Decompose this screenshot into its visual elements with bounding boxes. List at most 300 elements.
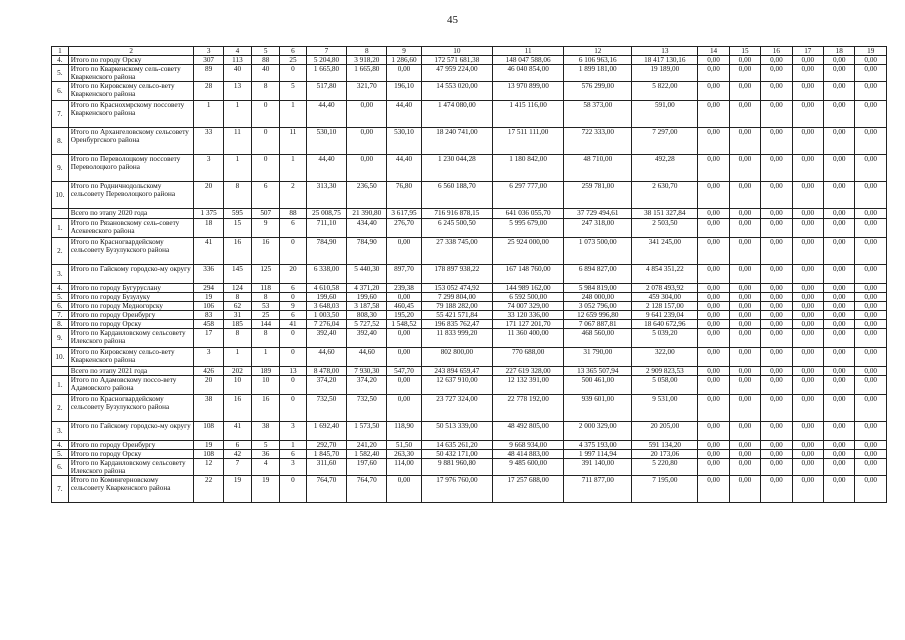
value-cell: 1 003,50 (306, 311, 347, 320)
value-cell: 0,00 (792, 56, 823, 65)
value-cell: 732,50 (347, 395, 387, 422)
value-cell: 1 665,80 (306, 65, 347, 82)
value-cell: 0,00 (792, 348, 823, 367)
value-cell: 0,00 (792, 320, 823, 329)
value-cell: 0,00 (698, 450, 729, 459)
value-cell: 18 640 672,96 (632, 320, 698, 329)
value-cell: 172 571 681,38 (421, 56, 492, 65)
row-name-cell: Итого по городу Бугуруслану (68, 284, 194, 293)
row-name-cell: Итого по Красногвардейскому сельсовету Бузулукского района (68, 238, 194, 265)
value-cell: 5 822,00 (632, 82, 698, 101)
value-cell: 12 659 996,80 (564, 311, 632, 320)
column-number-12: 12 (564, 47, 632, 56)
value-cell: 227 619 328,00 (493, 367, 564, 376)
value-cell: 19 (194, 441, 223, 450)
value-cell: 259 781,00 (564, 182, 632, 209)
row-name-cell: Итого по Красногвардейскому сельсовету Бузулукского района (68, 395, 194, 422)
row-index-cell (52, 367, 69, 376)
value-cell: 1 845,70 (306, 450, 347, 459)
value-cell: 17 257 688,00 (493, 476, 564, 503)
value-cell: 459 304,00 (632, 293, 698, 302)
value-cell: 0,00 (761, 422, 792, 441)
value-cell: 118,90 (387, 422, 422, 441)
value-cell: 0,00 (761, 311, 792, 320)
value-cell: 6 (280, 450, 306, 459)
value-cell: 18 240 741,00 (421, 128, 492, 155)
value-cell: 41 (280, 320, 306, 329)
value-cell: 108 (194, 450, 223, 459)
value-cell: 576 299,00 (564, 82, 632, 101)
column-number-15: 15 (729, 47, 760, 56)
value-cell: 40 (223, 65, 251, 82)
value-cell: 6 297 777,00 (493, 182, 564, 209)
row-name-cell: Итого по Краснохмрскому поссовету Кваркенского района (68, 101, 194, 128)
value-cell: 3 (280, 422, 306, 441)
value-cell: 0,00 (347, 128, 387, 155)
value-cell: 46 040 854,00 (493, 65, 564, 82)
value-cell: 23 727 324,00 (421, 395, 492, 422)
row-index-cell: 9. (52, 329, 69, 348)
table-row (52, 65, 887, 82)
value-cell: 44,40 (387, 155, 422, 182)
value-cell: 392,40 (347, 329, 387, 348)
value-cell: 51,50 (387, 441, 422, 450)
value-cell: 114,00 (387, 459, 422, 476)
value-cell: 7 297,00 (632, 128, 698, 155)
row-name-cell: Итого по Кировскому сельсо-вету Кваркенского района (68, 348, 194, 367)
value-cell: 0,00 (824, 367, 855, 376)
value-cell: 8 (223, 293, 251, 302)
value-cell: 591 134,20 (632, 441, 698, 450)
table-row (52, 155, 887, 182)
value-cell: 40 (252, 65, 280, 82)
value-cell: 5 (280, 82, 306, 101)
value-cell: 0,00 (729, 293, 760, 302)
value-cell: 0,00 (761, 82, 792, 101)
value-cell: 0,00 (855, 101, 887, 128)
value-cell: 0,00 (761, 320, 792, 329)
value-cell: 108 (194, 422, 223, 441)
value-cell: 5 440,30 (347, 265, 387, 284)
value-cell: 0,00 (855, 329, 887, 348)
table-row (52, 82, 887, 101)
row-index-cell: 4. (52, 441, 69, 450)
row-index-cell: 5. (52, 65, 69, 82)
page-number: 45 (447, 14, 458, 26)
value-cell: 16 (223, 238, 251, 265)
value-cell: 0,00 (729, 329, 760, 348)
value-cell: 0,00 (698, 376, 729, 395)
value-cell: 6 894 827,00 (564, 265, 632, 284)
value-cell: 11 (280, 128, 306, 155)
row-index-cell: 5. (52, 293, 69, 302)
value-cell: 0,00 (855, 238, 887, 265)
value-cell: 31 790,00 (564, 348, 632, 367)
value-cell: 276,70 (387, 219, 422, 238)
value-cell: 341 245,00 (632, 238, 698, 265)
value-cell: 0,00 (761, 293, 792, 302)
value-cell: 55 421 571,84 (421, 311, 492, 320)
value-cell: 0,00 (729, 422, 760, 441)
row-index-cell: 5. (52, 450, 69, 459)
value-cell: 13 (223, 82, 251, 101)
value-cell: 16 (223, 395, 251, 422)
value-cell: 9 641 239,04 (632, 311, 698, 320)
value-cell: 41 (223, 422, 251, 441)
value-cell: 178 897 938,22 (421, 265, 492, 284)
column-number-7: 7 (306, 47, 347, 56)
value-cell: 1 230 044,28 (421, 155, 492, 182)
value-cell: 0,00 (387, 329, 422, 348)
value-cell: 22 (194, 476, 223, 503)
row-name-cell: Итого по городу Оренбургу (68, 441, 194, 450)
value-cell: 0,00 (729, 238, 760, 265)
value-cell: 36 (252, 450, 280, 459)
value-cell: 0 (280, 238, 306, 265)
value-cell: 0,00 (729, 182, 760, 209)
value-cell: 0,00 (729, 219, 760, 238)
value-cell: 1 (223, 101, 251, 128)
value-cell: 7 276,04 (306, 320, 347, 329)
value-cell: 6 560 188,70 (421, 182, 492, 209)
value-cell: 20 173,06 (632, 450, 698, 459)
value-cell: 507 (252, 209, 280, 219)
value-cell: 0,00 (761, 459, 792, 476)
value-cell: 722 333,00 (564, 128, 632, 155)
value-cell: 33 120 336,00 (493, 311, 564, 320)
value-cell: 0,00 (792, 441, 823, 450)
value-cell: 1 573,50 (347, 422, 387, 441)
row-index-cell: 6. (52, 82, 69, 101)
value-cell: 458 (194, 320, 223, 329)
value-cell: 10 (252, 376, 280, 395)
value-cell: 0,00 (729, 311, 760, 320)
value-cell: 0,00 (729, 302, 760, 311)
value-cell: 307 (194, 56, 223, 65)
value-cell: 0,00 (824, 155, 855, 182)
value-cell: 37 729 494,61 (564, 209, 632, 219)
value-cell: 0,00 (729, 376, 760, 395)
value-cell: 44,40 (306, 155, 347, 182)
value-cell: 0,00 (855, 65, 887, 82)
value-cell: 25 008,75 (306, 209, 347, 219)
row-name-cell: Всего по этапу 2020 года (68, 209, 194, 219)
value-cell: 808,30 (347, 311, 387, 320)
value-cell: 591,00 (632, 101, 698, 128)
value-cell: 2 128 157,00 (632, 302, 698, 311)
table-row (52, 367, 887, 376)
value-cell: 196 835 762,47 (421, 320, 492, 329)
value-cell: 20 (194, 182, 223, 209)
row-index-cell: 1. (52, 219, 69, 238)
value-cell: 294 (194, 284, 223, 293)
value-cell: 336 (194, 265, 223, 284)
value-cell: 732,50 (306, 395, 347, 422)
row-name-cell: Итого по городу Орску (68, 320, 194, 329)
value-cell: 19 189,00 (632, 65, 698, 82)
value-cell: 897,70 (387, 265, 422, 284)
value-cell: 0,00 (698, 293, 729, 302)
value-cell: 0,00 (824, 82, 855, 101)
value-cell: 8 (223, 182, 251, 209)
value-cell: 0,00 (855, 311, 887, 320)
column-number-6: 6 (280, 47, 306, 56)
value-cell: 0,00 (729, 209, 760, 219)
value-cell: 144 (252, 320, 280, 329)
value-cell: 0,00 (792, 182, 823, 209)
value-cell: 0,00 (761, 348, 792, 367)
value-cell: 8 (252, 329, 280, 348)
row-name-cell: Итого по Кировскому сельсо-вету Кваркенского района (68, 82, 194, 101)
value-cell: 0,00 (855, 450, 887, 459)
value-cell: 939 601,00 (564, 395, 632, 422)
value-cell: 11 360 400,00 (493, 329, 564, 348)
value-cell: 2 (280, 182, 306, 209)
value-cell: 0,00 (761, 101, 792, 128)
value-cell: 31 (223, 311, 251, 320)
value-cell: 197,60 (347, 459, 387, 476)
value-cell: 15 (223, 219, 251, 238)
value-cell: 0,00 (824, 56, 855, 65)
value-cell: 89 (194, 65, 223, 82)
value-cell: 0,00 (698, 459, 729, 476)
value-cell: 14 553 020,00 (421, 82, 492, 101)
row-index-cell: 7. (52, 476, 69, 503)
value-cell: 1 180 842,00 (493, 155, 564, 182)
value-cell: 12 132 391,00 (493, 376, 564, 395)
value-cell: 27 338 745,00 (421, 238, 492, 265)
value-cell: 118 (252, 284, 280, 293)
value-cell: 106 (194, 302, 223, 311)
value-cell: 0,00 (824, 209, 855, 219)
value-cell: 0,00 (698, 284, 729, 293)
row-index-cell: 6. (52, 459, 69, 476)
value-cell: 79 188 282,00 (421, 302, 492, 311)
value-cell: 1 073 500,00 (564, 238, 632, 265)
data-table (51, 46, 887, 503)
value-cell: 392,40 (306, 329, 347, 348)
value-cell: 0,00 (761, 265, 792, 284)
value-cell: 716 916 878,15 (421, 209, 492, 219)
table-body (52, 47, 887, 503)
value-cell: 5 727,52 (347, 320, 387, 329)
value-cell: 0,00 (387, 348, 422, 367)
column-number-18: 18 (824, 47, 855, 56)
column-number-8: 8 (347, 47, 387, 56)
value-cell: 0,00 (698, 476, 729, 503)
value-cell: 3 648,03 (306, 302, 347, 311)
value-cell: 0,00 (792, 238, 823, 265)
value-cell: 0,00 (792, 65, 823, 82)
value-cell: 0,00 (855, 376, 887, 395)
value-cell: 247 318,00 (564, 219, 632, 238)
value-cell: 0,00 (855, 182, 887, 209)
value-cell: 426 (194, 367, 223, 376)
value-cell: 9 668 934,00 (493, 441, 564, 450)
value-cell: 12 637 910,00 (421, 376, 492, 395)
value-cell: 4 375 193,00 (564, 441, 632, 450)
value-cell: 0,00 (824, 329, 855, 348)
table-row (52, 219, 887, 238)
value-cell: 9 485 600,00 (493, 459, 564, 476)
table-row (52, 348, 887, 367)
value-cell: 0,00 (855, 422, 887, 441)
column-number-11: 11 (493, 47, 564, 56)
value-cell: 9 531,00 (632, 395, 698, 422)
value-cell: 0 (252, 128, 280, 155)
value-cell: 391 140,00 (564, 459, 632, 476)
value-cell: 5 995 679,00 (493, 219, 564, 238)
table-row (52, 476, 887, 503)
row-name-cell: Итого по Родничнодольскому сельсовету Переволоцкого района (68, 182, 194, 209)
value-cell: 62 (223, 302, 251, 311)
value-cell: 0,00 (792, 302, 823, 311)
value-cell: 0,00 (698, 302, 729, 311)
value-cell: 0 (252, 101, 280, 128)
value-cell: 88 (280, 209, 306, 219)
value-cell: 770 688,00 (493, 348, 564, 367)
value-cell: 0,00 (698, 219, 729, 238)
table-row (52, 422, 887, 441)
value-cell: 76,80 (387, 182, 422, 209)
value-cell: 374,20 (306, 376, 347, 395)
value-cell: 0,00 (855, 293, 887, 302)
value-cell: 6 338,00 (306, 265, 347, 284)
table-row (52, 459, 887, 476)
value-cell: 4 854 351,22 (632, 265, 698, 284)
value-cell: 0,00 (761, 367, 792, 376)
data-table-container (51, 46, 887, 503)
value-cell: 50 432 171,00 (421, 450, 492, 459)
value-cell: 0,00 (761, 329, 792, 348)
row-name-cell: Итого по Архангеловскому сельсовету Оренбургского района (68, 128, 194, 155)
value-cell: 0 (280, 348, 306, 367)
value-cell: 4 (252, 459, 280, 476)
row-index-cell: 8. (52, 320, 69, 329)
value-cell: 74 007 329,00 (493, 302, 564, 311)
value-cell: 42 (223, 450, 251, 459)
row-index-cell: 2. (52, 395, 69, 422)
value-cell: 0,00 (698, 348, 729, 367)
table-row (52, 320, 887, 329)
table-row (52, 450, 887, 459)
table-row (52, 128, 887, 155)
value-cell: 13 (280, 367, 306, 376)
value-cell: 711 877,00 (564, 476, 632, 503)
value-cell: 3 918,20 (347, 56, 387, 65)
value-cell: 764,70 (347, 476, 387, 503)
value-cell: 83 (194, 311, 223, 320)
value-cell: 6 592 500,00 (493, 293, 564, 302)
column-number-5: 5 (252, 47, 280, 56)
value-cell: 2 503,50 (632, 219, 698, 238)
value-cell: 6 106 963,16 (564, 56, 632, 65)
row-index-cell: 7. (52, 101, 69, 128)
value-cell: 321,70 (347, 82, 387, 101)
value-cell: 5 204,80 (306, 56, 347, 65)
value-cell: 0,00 (824, 284, 855, 293)
value-cell: 0,00 (761, 450, 792, 459)
value-cell: 7 299 804,00 (421, 293, 492, 302)
value-cell: 0,00 (761, 209, 792, 219)
row-index-cell: 6. (52, 302, 69, 311)
column-number-4: 4 (223, 47, 251, 56)
value-cell: 0,00 (729, 56, 760, 65)
value-cell: 189 (252, 367, 280, 376)
value-cell: 0,00 (761, 182, 792, 209)
row-name-cell: Итого по Переволоцкому поссовету Переволоцкого района (68, 155, 194, 182)
table-row (52, 182, 887, 209)
value-cell: 0,00 (792, 311, 823, 320)
value-cell: 0,00 (698, 395, 729, 422)
value-cell: 17 976 760,00 (421, 476, 492, 503)
value-cell: 6 (280, 311, 306, 320)
value-cell: 0,00 (698, 311, 729, 320)
value-cell: 20 (194, 376, 223, 395)
value-cell: 0,00 (824, 182, 855, 209)
value-cell: 148 047 588,06 (493, 56, 564, 65)
value-cell: 1 665,80 (347, 65, 387, 82)
value-cell: 1 375 (194, 209, 223, 219)
value-cell: 500 461,00 (564, 376, 632, 395)
value-cell: 802 800,00 (421, 348, 492, 367)
value-cell: 4 371,20 (347, 284, 387, 293)
table-row (52, 56, 887, 65)
value-cell: 239,38 (387, 284, 422, 293)
value-cell: 0,00 (698, 82, 729, 101)
value-cell: 0,00 (698, 65, 729, 82)
value-cell: 1 997 114,94 (564, 450, 632, 459)
value-cell: 0,00 (761, 238, 792, 265)
value-cell: 0,00 (761, 376, 792, 395)
value-cell: 0,00 (698, 329, 729, 348)
column-number-14: 14 (698, 47, 729, 56)
value-cell: 44,60 (347, 348, 387, 367)
value-cell: 2 000 329,00 (564, 422, 632, 441)
value-cell: 6 (252, 182, 280, 209)
value-cell: 0 (280, 329, 306, 348)
value-cell: 0,00 (729, 367, 760, 376)
value-cell: 196,10 (387, 82, 422, 101)
column-number-10: 10 (421, 47, 492, 56)
value-cell: 492,28 (632, 155, 698, 182)
value-cell: 0,00 (761, 395, 792, 422)
value-cell: 0,00 (792, 422, 823, 441)
value-cell: 0,00 (824, 476, 855, 503)
row-name-cell: Итого по Рязановскому сель-совету Асекеевского района (68, 219, 194, 238)
value-cell: 3 617,95 (387, 209, 422, 219)
value-cell: 0,00 (761, 155, 792, 182)
row-name-cell: Итого по Адамовскому поссо-вету Адамовского района (68, 376, 194, 395)
value-cell: 18 (194, 219, 223, 238)
value-cell: 153 052 474,92 (421, 284, 492, 293)
value-cell: 0,00 (698, 320, 729, 329)
value-cell: 2 078 493,92 (632, 284, 698, 293)
value-cell: 0,00 (824, 293, 855, 302)
table-row (52, 284, 887, 293)
value-cell: 0,00 (792, 219, 823, 238)
value-cell: 0,00 (729, 476, 760, 503)
column-number-2: 2 (68, 47, 194, 56)
value-cell: 236,50 (347, 182, 387, 209)
value-cell: 41 (194, 238, 223, 265)
value-cell: 0,00 (761, 128, 792, 155)
value-cell: 0,00 (824, 459, 855, 476)
value-cell: 38 151 327,84 (632, 209, 698, 219)
value-cell: 248 000,00 (564, 293, 632, 302)
column-number-17: 17 (792, 47, 823, 56)
value-cell: 145 (223, 265, 251, 284)
